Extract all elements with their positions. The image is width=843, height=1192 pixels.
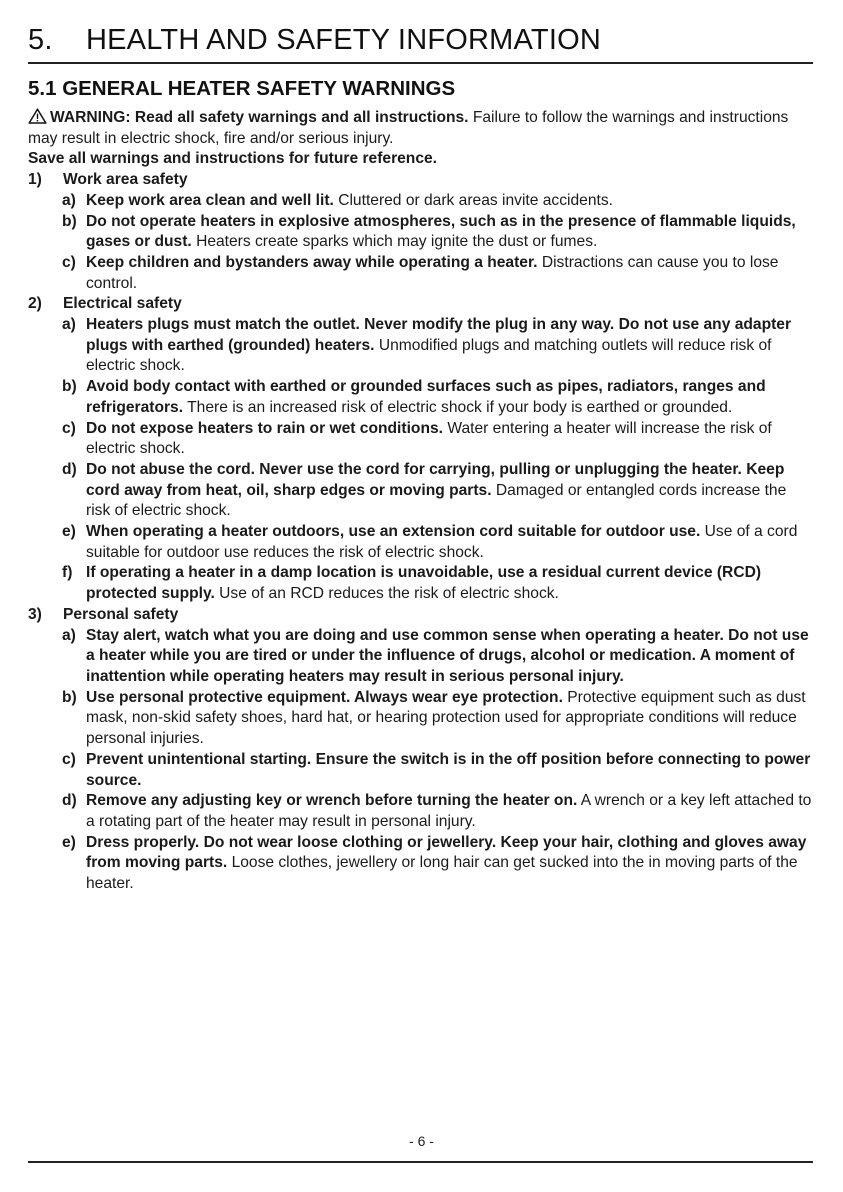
page-number: - 6 -: [409, 1133, 434, 1149]
list-item: [28, 522, 813, 563]
item-body: [86, 791, 813, 832]
list-item: [28, 377, 813, 418]
item-bold-text: Keep work area clean and well lit.: [86, 191, 334, 209]
section-heading-title: Work area safety: [63, 171, 188, 189]
item-letter: c): [62, 750, 76, 768]
item-letter: a): [62, 191, 76, 209]
section-number: 2): [28, 295, 42, 313]
item-text: Cluttered or dark areas invite accidents.: [333, 191, 613, 209]
item-bold-text: Heaters plugs must match the outlet. Never modify the plug in any way. Do not use any adapter plugs with earthed (grounded) heaters.: [86, 316, 792, 354]
list-item: [28, 750, 813, 791]
item-text: A wrench or a key left attached to a rotating part of the heater may result in personal injury.: [86, 792, 812, 830]
item-bold-text: Use personal protective equipment. Always wear eye protection.: [86, 688, 563, 706]
item-letter: a): [62, 316, 76, 334]
item-text: Heaters create sparks which may ignite the dust or fumes.: [191, 233, 598, 251]
item-body: [86, 833, 813, 895]
item-letter: c): [62, 419, 76, 437]
item-bold-text: Do not abuse the cord. Never use the cord for carrying, pulling or unplugging the heater. Keep cord away from heat, oil, sharp edges or moving parts.: [86, 460, 785, 499]
list-item: [28, 253, 813, 294]
item-bold-text: When operating a heater outdoors, use an extension cord suitable for outdoor use.: [86, 523, 701, 541]
chapter-number: 5.: [28, 24, 53, 56]
item-body: [86, 191, 813, 212]
item-body: [86, 688, 813, 750]
chapter-title: HEALTH AND SAFETY INFORMATION: [86, 24, 601, 56]
item-text: Water entering a heater will increase the risk of electric shock.: [86, 419, 772, 458]
item-bold-text: Do not operate heaters in explosive atmospheres, such as in the presence of flammable liquids, gases or dust.: [86, 212, 796, 251]
item-letter: e): [62, 833, 76, 851]
page-header: [28, 22, 813, 58]
item-letter: b): [62, 688, 77, 706]
item-body: [86, 750, 813, 791]
item-text: Loose clothes, jewellery or long hair can get sucked into the in moving parts of the heater.: [86, 854, 798, 893]
section-number: 1): [28, 171, 42, 189]
list-item: [28, 191, 813, 212]
list-item: [28, 315, 813, 377]
item-letter: b): [62, 212, 77, 230]
item-letter: a): [62, 626, 76, 644]
section-heading: [28, 605, 813, 626]
footer-divider: [28, 1161, 813, 1163]
item-bold-text: Prevent unintentional starting. Ensure the switch is in the off position before connecting to power source.: [86, 750, 811, 789]
item-bold-text: Keep children and bystanders away while operating a heater.: [86, 253, 538, 271]
item-text: Damaged or entangled cords increase the risk of electric shock.: [86, 481, 787, 520]
item-letter: f): [62, 564, 73, 582]
item-text: Protective equipment such as dust mask, non-skid safety shoes, hard hat, or hearing protection used for appropriate conditions will reduce personal injuries.: [86, 688, 806, 748]
item-bold-text: Dress properly. Do not wear loose clothing or jewellery. Keep your hair, clothing and gloves away from moving parts.: [86, 833, 807, 872]
item-bold-text: Avoid body contact with earthed or grounded surfaces such as pipes, radiators, ranges and refrigerators.: [86, 378, 766, 416]
list-item: [28, 791, 813, 832]
item-body: [86, 315, 813, 377]
list-item: [28, 460, 813, 522]
warning-text: Failure to follow the warnings and instructions may result in electric shock, fire and/or serious injury.: [28, 109, 789, 147]
item-text: Use of an RCD reduces the risk of electric shock.: [214, 585, 559, 603]
section-heading-title: Electrical safety: [63, 295, 182, 313]
item-text: Use of a cord suitable for outdoor use reduces the risk of electric shock.: [86, 523, 798, 561]
section-title: 5.1 GENERAL HEATER SAFETY WARNINGS: [28, 77, 456, 100]
list-item: [28, 626, 813, 688]
list-item: [28, 563, 813, 604]
item-body: [86, 460, 813, 522]
item-body: [86, 419, 813, 460]
header-divider: [28, 62, 813, 64]
item-letter: d): [62, 792, 77, 810]
item-letter: e): [62, 523, 76, 541]
list-item: [28, 212, 813, 253]
warning-heading: WARNING: Read all safety warnings and all instructions.: [50, 109, 469, 126]
list-item: [28, 833, 813, 895]
item-text: Unmodified plugs and matching outlets will reduce risk of electric shock.: [86, 336, 772, 375]
item-letter: c): [62, 253, 76, 271]
item-bold-text: Remove any adjusting key or wrench before turning the heater on.: [86, 792, 578, 810]
section-heading-title: Personal safety: [63, 605, 179, 623]
item-bold-text: Stay alert, watch what you are doing and use common sense when operating a heater. Do not use a heater while you are tired or under the influence of drugs, alcohol or medication. A moment of inattention while operating heaters may result in serious personal injury.: [86, 626, 809, 685]
item-body: [86, 522, 813, 563]
item-bold-text: Do not expose heaters to rain or wet conditions.: [86, 419, 443, 437]
safety-content: [28, 108, 813, 895]
section-number: 3): [28, 605, 42, 623]
save-note: Save all warnings and instructions for future reference.: [28, 150, 438, 168]
item-text: Distractions can cause you to lose control.: [86, 253, 779, 292]
warning-paragraph: [28, 108, 813, 149]
item-body: [86, 563, 813, 604]
section-heading: [28, 294, 813, 315]
item-body: [86, 377, 813, 418]
item-text: There is an increased risk of electric shock if your body is earthed or grounded.: [183, 398, 733, 416]
item-letter: b): [62, 378, 77, 396]
safety-groups: [28, 170, 813, 895]
list-item: [28, 419, 813, 460]
item-body: [86, 212, 813, 253]
item-bold-text: If operating a heater in a damp location is unavoidable, use a residual current device (RCD) protected supply.: [86, 564, 762, 603]
item-body: [86, 626, 813, 688]
section-heading: [28, 170, 813, 191]
item-letter: d): [62, 460, 77, 478]
list-item: [28, 688, 813, 750]
warning-triangle-icon: [28, 108, 47, 124]
item-body: [86, 253, 813, 294]
